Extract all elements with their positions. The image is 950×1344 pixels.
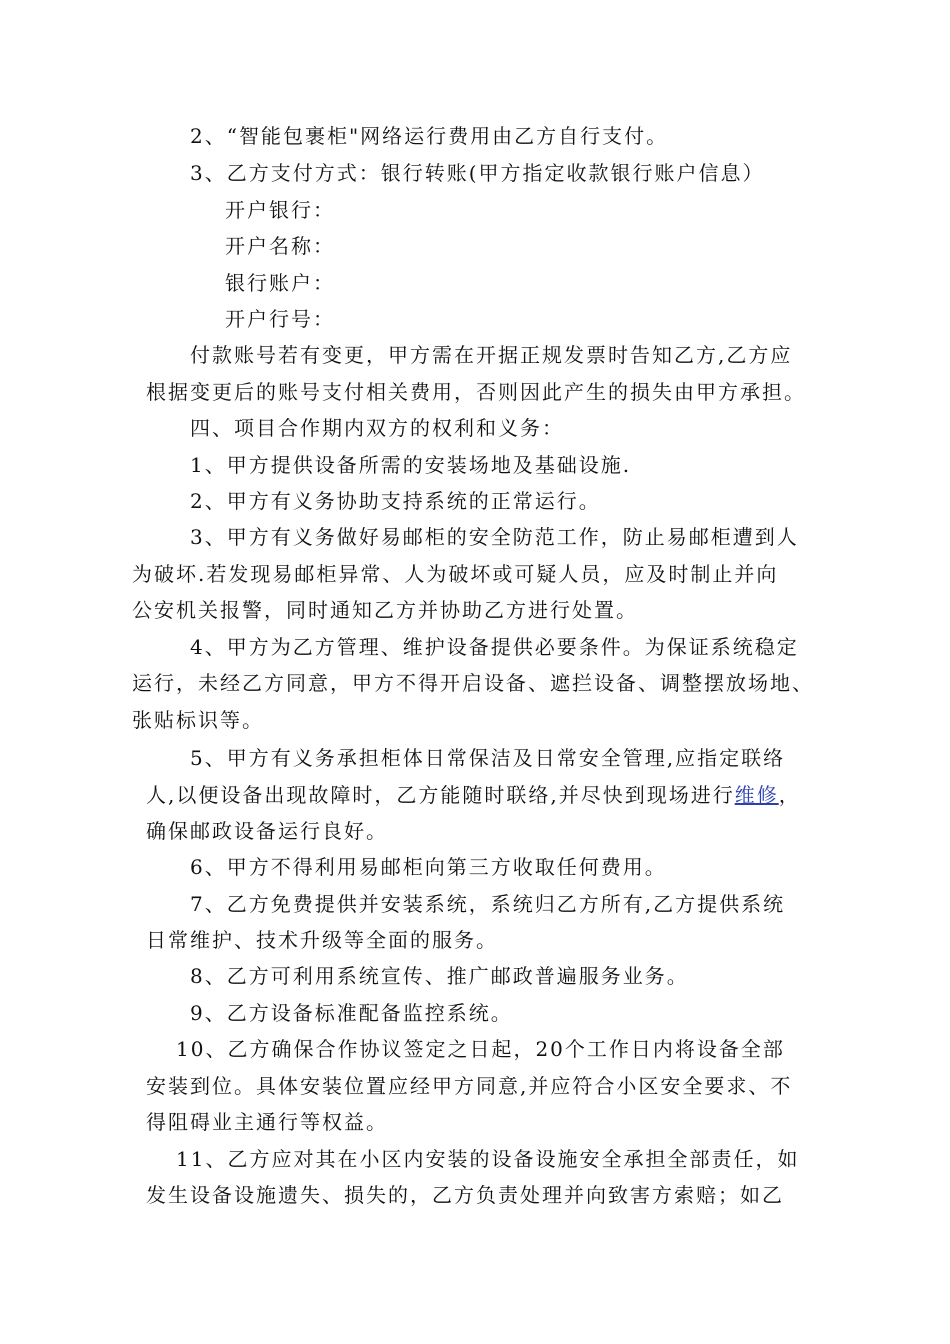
text-line: 10、乙方确保合作协议签定之日起，20个工作日内将设备全部 <box>176 1037 785 1061</box>
text-line: 5、甲方有义务承担柜体日常保洁及日常安全管理,应指定联络 <box>190 746 786 770</box>
text-line: 7、乙方免费提供并安装系统，系统归乙方所有,乙方提供系统 <box>190 892 786 916</box>
text-line: 公安机关报警，同时通知乙方并协助乙方进行处置。 <box>132 598 638 622</box>
text-line: 安装到位。具体安装位置应经甲方同意,并应符合小区安全要求、不 <box>146 1074 793 1098</box>
text-line: 4、甲方为乙方管理、维护设备提供必要条件。为保证系统稳定 <box>190 635 799 659</box>
text-line: 张贴标识等。 <box>132 708 264 732</box>
text-line: 运行，未经乙方同意，甲方不得开启设备、遮拦设备、调整摆放场地、 <box>132 671 814 695</box>
text-line: 11、乙方应对其在小区内安装的设备设施安全承担全部责任，如 <box>176 1147 800 1171</box>
text-segment: 人,以便设备出现故障时，乙方能随时联络,并尽快到现场进行 <box>146 783 735 807</box>
text-line: 2、甲方有义务协助支持系统的正常运行。 <box>190 489 601 513</box>
text-line: 确保邮政设备运行良好。 <box>146 819 388 843</box>
text-line: 9、乙方设备标准配备监控系统。 <box>190 1001 513 1025</box>
text-line: 开户名称： <box>225 234 335 258</box>
text-line: 1、甲方提供设备所需的安装场地及基础设施. <box>190 453 632 477</box>
text-line: 得阻碍业主通行等权益。 <box>146 1110 388 1134</box>
text-line: 开户行号： <box>225 307 335 331</box>
text-line: 开户银行： <box>225 198 335 222</box>
text-line: 日常维护、技术升级等全面的服务。 <box>146 928 498 952</box>
text-segment: ， <box>778 783 801 807</box>
text-line-with-link <box>146 782 801 808</box>
text-line: 6、甲方不得利用易邮柜向第三方收取任何费用。 <box>190 855 667 879</box>
text-line: 根据变更后的账号支付相关费用，否则因此产生的损失由甲方承担。 <box>146 380 806 404</box>
text-line: 付款账号若有变更，甲方需在开据正规发票时告知乙方,乙方应 <box>190 343 793 367</box>
section-heading: 四、项目合作期内双方的权利和义务： <box>190 416 564 440</box>
text-line: 8、乙方可利用系统宣传、推广邮政普遍服务业务。 <box>190 964 689 988</box>
text-line: 2、“智能包裹柜"网络运行费用由乙方自行支付。 <box>190 124 669 148</box>
text-line: 银行账户： <box>225 271 335 295</box>
repair-link[interactable]: 维修 <box>734 783 779 807</box>
text-line: 为破坏.若发现易邮柜异常、人为破坏或可疑人员，应及时制止并向 <box>132 562 779 586</box>
text-line: 发生设备设施遗失、损失的，乙方负责处理并向致害方索赔；如乙 <box>146 1183 784 1207</box>
text-line: 3、乙方支付方式：银行转账(甲方指定收款银行账户信息） <box>190 161 765 185</box>
text-line: 3、甲方有义务做好易邮柜的安全防范工作，防止易邮柜遭到人 <box>190 525 799 549</box>
